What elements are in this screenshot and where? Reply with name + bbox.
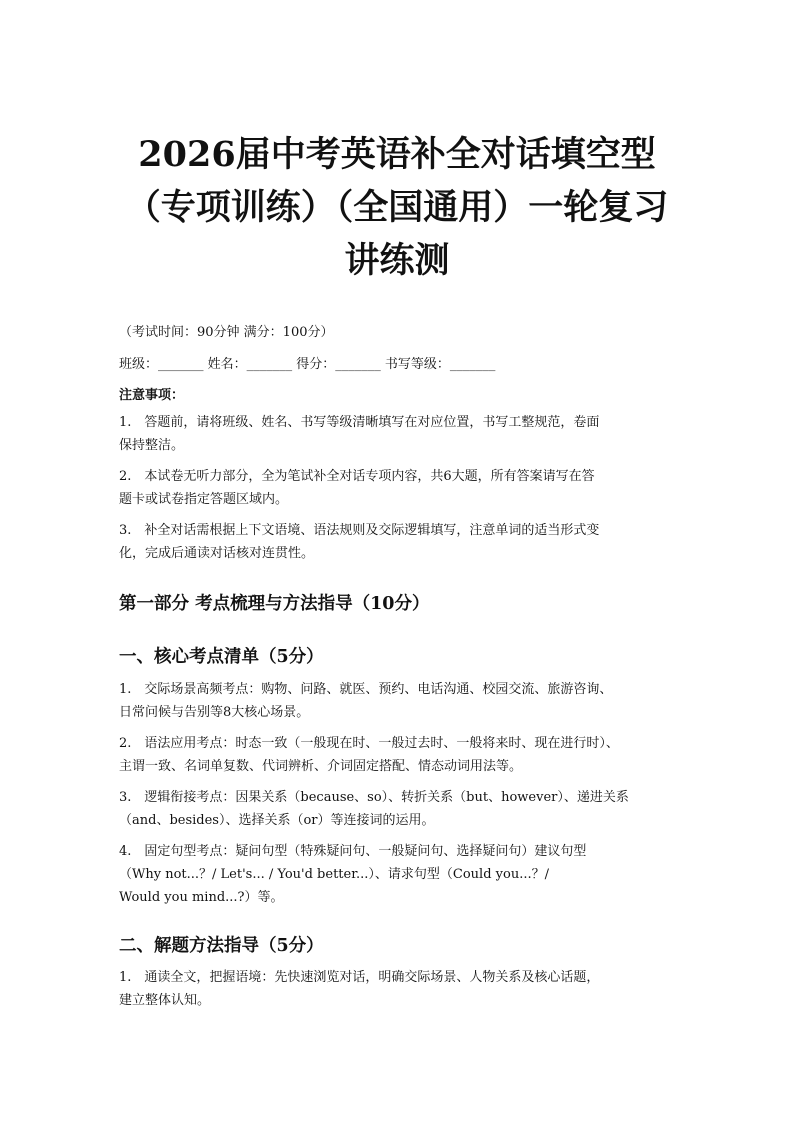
notes-heading: 注意事项： (119, 388, 185, 403)
list-item (119, 966, 694, 1012)
title-line: （专项训练）（全国通用）一轮复习 (125, 187, 669, 228)
list-item-text: （Why not...？/ Let's... / You'd better...）、请求句型（Could you...？/ (119, 867, 549, 882)
part-heading: 第一部分 考点梳理与方法指导（10分） (119, 594, 430, 614)
note-text: 保持整洁。 (119, 438, 185, 453)
list-item-text: 4. 固定句型考点：疑问句型（特殊疑问句、一般疑问句、选择疑问句）建议句型 (119, 844, 587, 859)
list-item-text: 建立整体认知。 (119, 993, 211, 1008)
title-line: 讲练测 (344, 240, 450, 281)
list-item-text: 日常问候与告别等8大核心场景。 (119, 705, 310, 720)
list-item (119, 786, 694, 832)
note-text: 3. 补全对话需根据上下文语境、语法规则及交际逻辑填写，注意单词的适当形式变 (119, 523, 600, 538)
note-text: 化，完成后通读对话核对连贯性。 (119, 546, 315, 561)
exam-info: （考试时间：90分钟 满分：100分） (119, 325, 334, 340)
student-fields: 班级：_______ 姓名：_______ 得分：_______ 书写等级：_______ (119, 357, 496, 372)
list-item-text: 2. 语法应用考点：时态一致（一般现在时、一般过去时、一般将来时、现在进行时）、 (119, 736, 619, 751)
list-item (119, 678, 694, 724)
list-item-text: 3. 逻辑衔接考点：因果关系（because、so）、转折关系（but、however）、递进关系 (119, 790, 629, 805)
list-item-text: （and、besides）、选择关系（or）等连接词的运用。 (119, 813, 435, 828)
list-item (119, 840, 694, 909)
section-heading: 一、核心考点清单（5分） (119, 647, 324, 667)
list-item (119, 732, 694, 778)
list-item-text: 1. 交际场景高频考点：购物、问路、就医、预约、电话沟通、校园交流、旅游咨询、 (119, 682, 613, 697)
list-item-text: Would you mind...?）等。 (119, 890, 284, 905)
note-item (119, 519, 694, 565)
note-text: 题卡或试卷指定答题区域内。 (119, 492, 289, 507)
note-text: 2. 本试卷无听力部分，全为笔试补全对话专项内容，共6大题，所有答案请写在答 (119, 469, 595, 484)
note-item (119, 465, 694, 511)
note-item (119, 411, 694, 457)
title-line: 2026届中考英语补全对话填空型 (138, 134, 656, 175)
list-item-text: 1. 通读全文，把握语境：先快速浏览对话，明确交际场景、人物关系及核心话题， (119, 970, 600, 985)
section-heading: 二、解题方法指导（5分） (119, 936, 324, 956)
list-item-text: 主谓一致、名词单复数、代词辨析、介词固定搭配、情态动词用法等。 (119, 759, 523, 774)
note-text: 1. 答题前，请将班级、姓名、书写等级清晰填写在对应位置，书写工整规范，卷面 (119, 415, 600, 430)
document-title (0, 128, 794, 287)
